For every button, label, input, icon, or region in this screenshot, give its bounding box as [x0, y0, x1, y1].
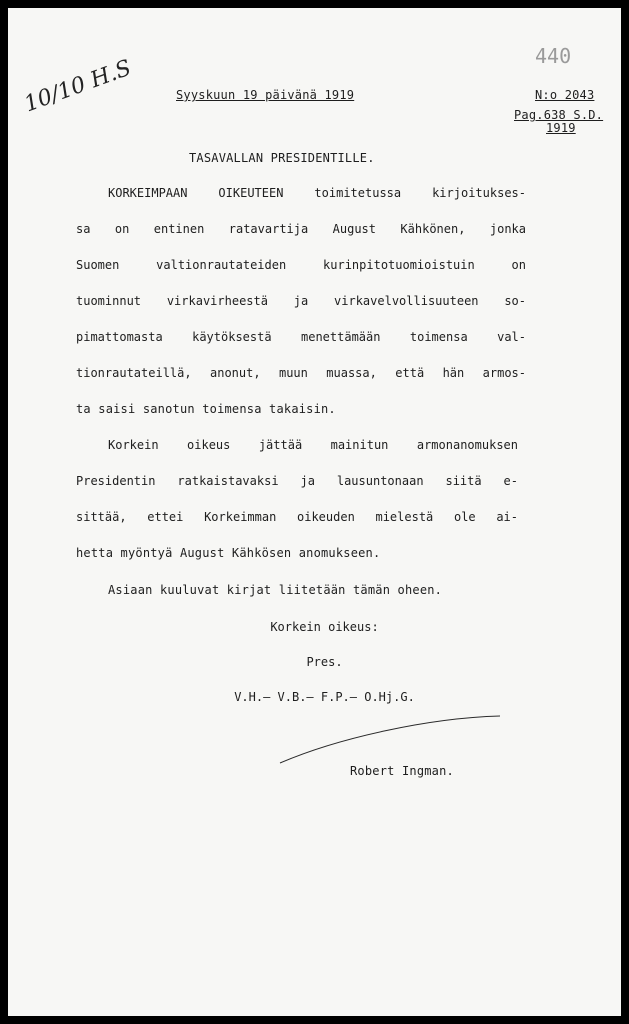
body-line: pimattomasta käytöksestä menettämään toimensa val-: [76, 330, 526, 344]
closing-pres: Pres.: [306, 655, 343, 669]
closing-initials: V.H.— V.B.— F.P.— O.Hj.G.: [234, 690, 415, 704]
body-line: Asiaan kuuluvat kirjat liitetään tämän oheen.: [108, 583, 443, 597]
document-page: [8, 8, 621, 1016]
body-line: Korkein oikeus jättää mainitun armonanomuksen: [108, 438, 518, 452]
archive-stamp-number: 440: [535, 44, 572, 68]
letter-number: N:o 2043: [535, 88, 595, 102]
addressee: TASAVALLAN PRESIDENTILLE.: [189, 151, 375, 165]
body-line: KORKEIMPAAN OIKEUTEEN toimitetussa kirjoitukses-: [108, 186, 526, 200]
body-line: tionrautateillä, anonut, muun muassa, että hän armos-: [76, 366, 526, 380]
body-line: ta saisi sanotun toimensa takaisin.: [76, 402, 336, 416]
body-line: sittää, ettei Korkeimman oikeuden mielestä ole ai-: [76, 510, 518, 524]
body-line: hetta myöntyä August Kähkösen anomukseen.: [76, 546, 381, 560]
signature-name: Robert Ingman.: [350, 764, 454, 778]
letter-date: Syyskuun 19 päivänä 1919: [176, 88, 355, 102]
signature-stroke: [278, 708, 508, 768]
body-line: tuominnut virkavirheestä ja virkavelvollisuuteen so-: [76, 294, 526, 308]
page-reference: Pag.638 S.D.: [514, 108, 604, 122]
closing-court: Korkein oikeus:: [270, 620, 379, 634]
page-reference-year: 1919: [546, 121, 576, 135]
body-line: Suomen valtionrautateiden kurinpitotuomioistuin on: [76, 258, 526, 272]
body-line: sa on entinen ratavartija August Kähkönen, jonka: [76, 222, 526, 236]
body-line: Presidentin ratkaistavaksi ja lausuntonaan siitä e-: [76, 474, 518, 488]
handwritten-note: 10/10 H.S: [21, 55, 135, 118]
